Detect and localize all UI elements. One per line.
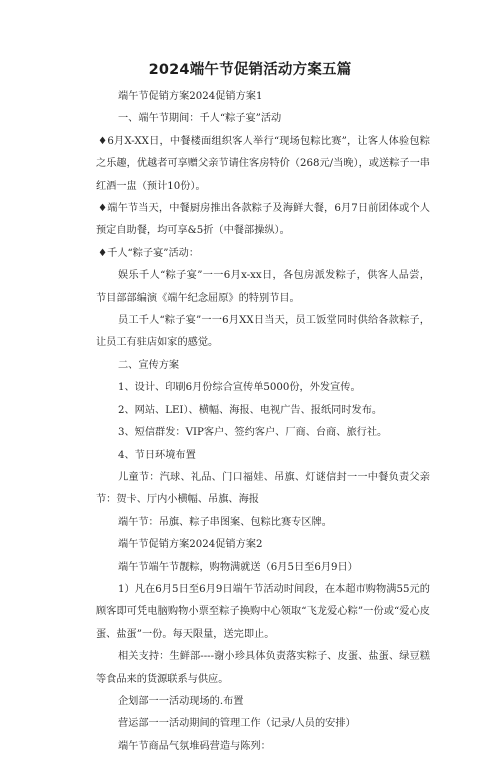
paragraph-p6: 娱乐千人“粽子宴”一一6月x-xx日，各包房派发粽子，供客人品尝，节目部部编演《端午纪念屈原》的特别节目。	[96, 270, 430, 304]
document-body	[96, 86, 430, 758]
paragraph-p21: 端午节商品气氛堆码营造与陈列：	[118, 740, 271, 752]
paragraph-p5: ♦千人“粽子宴”活动：	[98, 247, 200, 259]
document-title: 2024端午节促销活动方案五篇	[148, 62, 352, 78]
paragraph-p1: 端午节促销方案2024促销方案1	[118, 91, 263, 102]
paragraph-p17: 1）凡在6月5日至6月9日端午节活动时间段，在本超市购物满55元的顾客即可凭电脑购物小票至粽子换购中心领取“飞龙爱心粽”一份或“爱心皮蛋、盐蛋”一份。每天限量，送完即止。	[96, 583, 430, 640]
paragraph-p7: 员工千人“粽子宴”一一6月XX日当天，员工饭堂同时供给各款粽子，让员工有驻店如家的感觉。	[96, 315, 430, 349]
paragraph-p15: 端午节促销方案2024促销方案2	[118, 539, 263, 551]
paragraph-p20: 营运部一一活动期间的管理工作（记录/人员的安排）	[118, 718, 356, 730]
paragraph-p18: 相关支持：生鲜部----谢小珍具体负责落实粽子、皮蛋、盐蛋、绿豆糕等食品来的货源联系与供应。	[96, 651, 430, 685]
paragraph-p14: 端午节：吊旗、粽子串图案、包粽比赛专区牌。	[118, 516, 332, 528]
paragraph-p16: 端午节端午节靓粽，购物满就送（6月5日至6月9日）	[118, 561, 358, 573]
paragraph-p9: 1、设计、印刷6月份综合宣传单5000份，外发宣传。	[118, 382, 361, 394]
paragraph-p11: 3、短信群发：VIP客户、签约客户、厂商、台商、旅行社。	[118, 427, 388, 439]
paragraph-p19: 企划部一一活动现场的.布置	[118, 695, 244, 707]
paragraph-p12: 4、节日环境布置	[118, 449, 196, 461]
paragraph-p4: ♦端午节当天，中餐厨房推出各款粽子及海鲜大餐，6月7日前团体或个人预定自助餐，均可享&5折（中餐部操纵）。	[96, 203, 430, 237]
paragraph-p8: 二、宣传方案	[118, 359, 180, 371]
paragraph-p3: ♦6月X-XX日，中餐楼面组织客人举行“现场包粽比赛”，让客人体验包粽之乐趣，优越者可享赠父亲节请住客房特价（268元/当晚），或送粽子一串红酒一盅（预计10份）。	[96, 135, 430, 192]
paragraph-p10: 2、网站、LEI）、横幅、海报、电视广告、报纸同时发布。	[118, 404, 383, 416]
paragraph-p2: 一、端午节期间：千人“粽子宴”活动	[118, 113, 282, 125]
paragraph-p13: 儿童节：汽球、礼品、门口福娃、吊旗、灯谜信封一一中餐负责父亲节：贺卡、厅内小横幅、吊旗、海报	[96, 471, 430, 506]
